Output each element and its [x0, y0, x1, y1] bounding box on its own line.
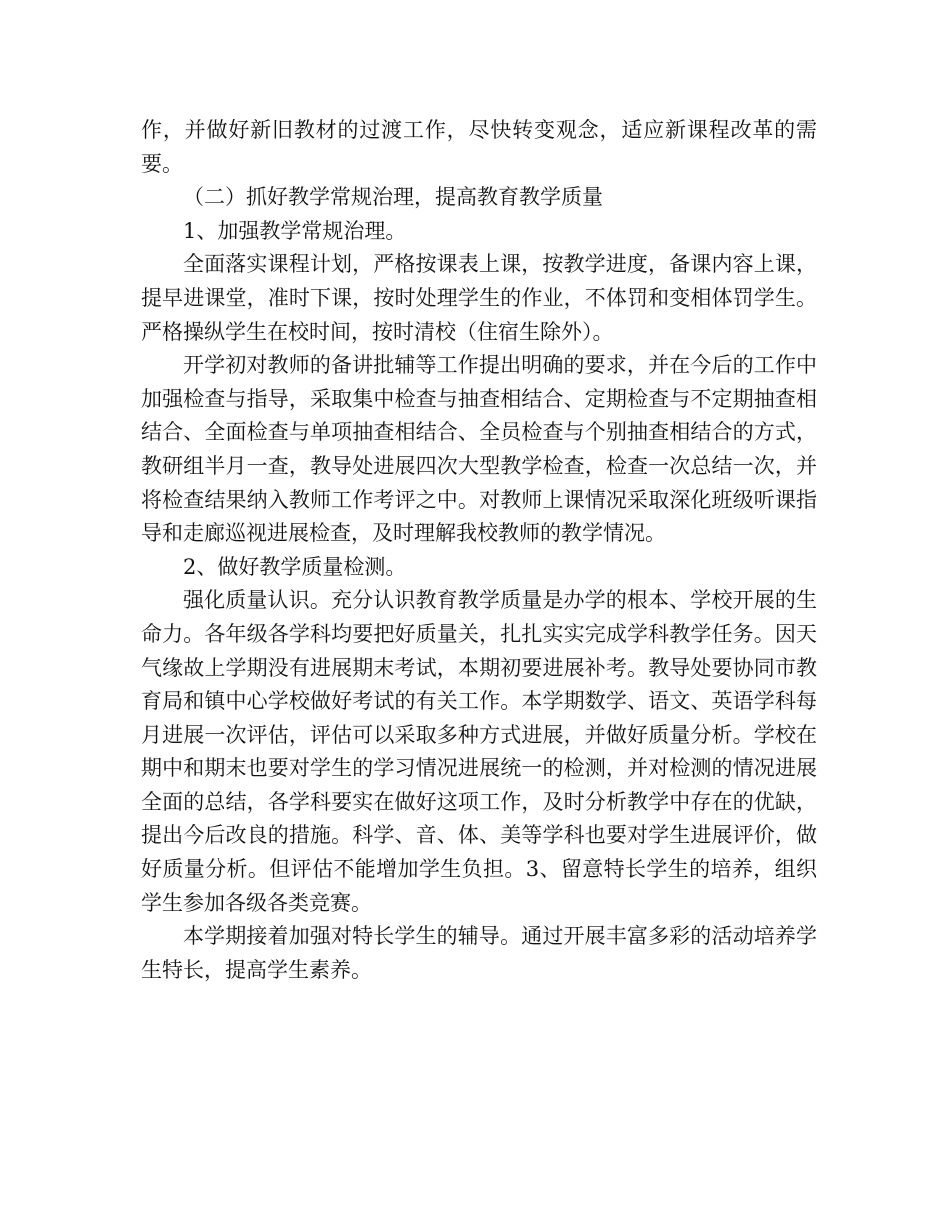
document-body — [141, 114, 817, 987]
paragraph: 开学初对教师的备讲批辅等工作提出明确的要求，并在今后的工作中加强检查与指导，采取集中检查与抽查相结合、定期检查与不定期抽查相结合、全面检查与单项抽查相结合、全员检查与个别抽查相结合的方式，教研组半月一查，教导处进展四次大型教学检查，检查一次总结一次，并将检查结果纳入教师工作考评之中。对教师上课情况采取深化班级听课指导和走廊巡视进展检查，及时理解我校教师的教学情况。 — [141, 353, 817, 546]
subheading-1: 1、加强教学常规治理。 — [183, 218, 407, 243]
paragraph-continuation: 作，并做好新旧教材的过渡工作，尽快转变观念，适应新课程改革的需要。 — [141, 118, 817, 176]
paragraph: 强化质量认识。充分认识教育教学质量是办学的根本、学校开展的生命力。各年级各学科均要把好质量关，扎扎实实完成学科教学任务。因天气缘故上学期没有进展期末考试，本期初要进展补考。教导处要协同市教育局和镇中心学校做好考试的有关工作。本学期数学、语文、英语学科每月进展一次评估，评估可以采取多种方式进展，并做好质量分析。学校在期中和期末也要对学生的学习情况进展统一的检测，并对检测的情况进展全面的总结，各学科要实在做好这项工作，及时分析教学中存在的优缺，提出今后改良的措施。科学、音、体、美等学科也要对学生进展评价，做好质量分析。但评估不能增加学生负担。3、留意特长学生的培养，组织学生参加各级各类竞赛。 — [141, 588, 817, 915]
paragraph: 本学期接着加强对特长学生的辅导。通过开展丰富多彩的活动培养学生特长，提高学生素养。 — [141, 924, 817, 982]
subheading-2: 2、做好教学质量检测。 — [183, 554, 407, 579]
paragraph: 全面落实课程计划，严格按课表上课，按教学进度，备课内容上课，提早进课堂，准时下课，按时处理学生的作业，不体罚和变相体罚学生。严格操纵学生在校时间，按时清校（住宿生除外）。 — [141, 252, 817, 344]
section-heading-2: （二）抓好教学常规治理，提高教育教学质量 — [183, 185, 603, 210]
